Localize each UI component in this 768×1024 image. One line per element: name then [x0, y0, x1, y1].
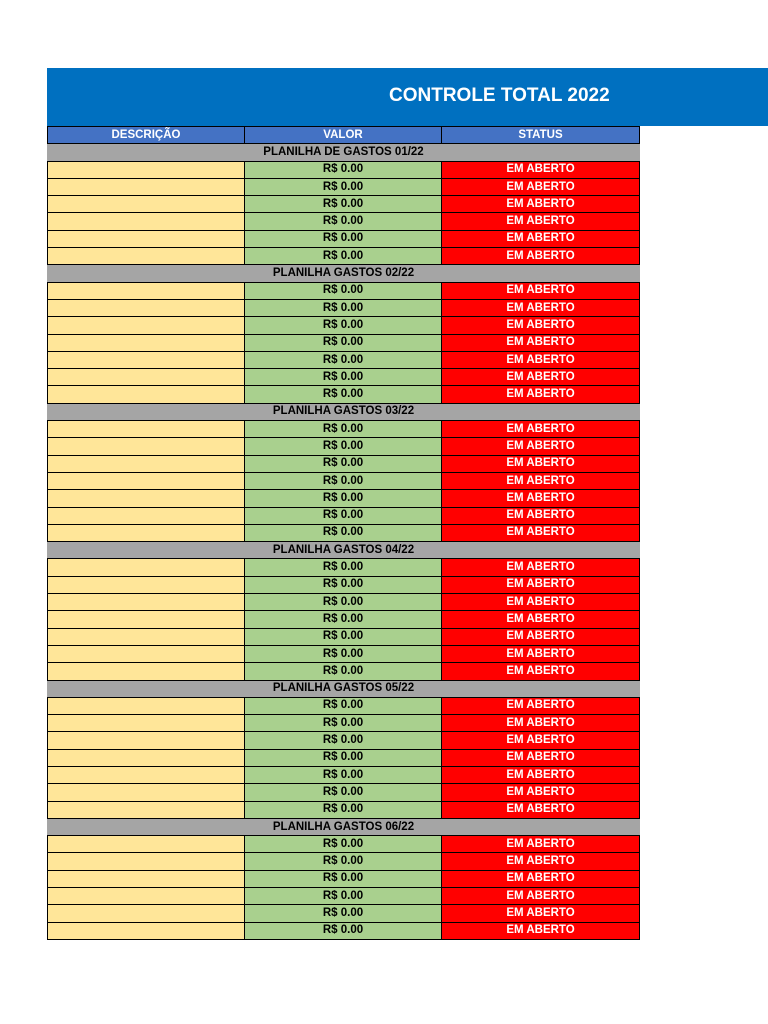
value-cell[interactable]: R$ 0.00 — [245, 853, 442, 870]
status-cell[interactable]: EM ABERTO — [442, 282, 640, 299]
status-cell[interactable]: EM ABERTO — [442, 386, 640, 403]
status-cell[interactable]: EM ABERTO — [442, 299, 640, 316]
table-row — [48, 749, 640, 766]
table-row — [48, 663, 640, 680]
description-cell[interactable] — [48, 801, 245, 818]
description-cell[interactable] — [48, 196, 245, 213]
status-cell[interactable]: EM ABERTO — [442, 732, 640, 749]
status-cell[interactable]: EM ABERTO — [442, 248, 640, 265]
value-cell[interactable]: R$ 0.00 — [245, 663, 442, 680]
value-cell[interactable]: R$ 0.00 — [245, 299, 442, 316]
description-cell[interactable] — [48, 853, 245, 870]
table-row — [48, 766, 640, 783]
value-cell[interactable]: R$ 0.00 — [245, 334, 442, 351]
table-row — [48, 801, 640, 818]
value-cell[interactable]: R$ 0.00 — [245, 230, 442, 247]
header-row — [48, 127, 640, 144]
description-cell[interactable] — [48, 213, 245, 230]
status-cell[interactable]: EM ABERTO — [442, 905, 640, 922]
description-cell[interactable] — [48, 524, 245, 541]
value-cell[interactable]: R$ 0.00 — [245, 715, 442, 732]
table-row — [48, 594, 640, 611]
status-cell[interactable]: EM ABERTO — [442, 524, 640, 541]
table-row — [48, 178, 640, 195]
value-cell[interactable]: R$ 0.00 — [245, 870, 442, 887]
description-cell[interactable] — [48, 317, 245, 334]
section-title[interactable]: PLANILHA GASTOS 02/22 — [48, 265, 640, 282]
value-cell[interactable]: R$ 0.00 — [245, 472, 442, 489]
value-cell[interactable]: R$ 0.00 — [245, 317, 442, 334]
description-cell[interactable] — [48, 334, 245, 351]
status-cell[interactable]: EM ABERTO — [442, 922, 640, 939]
value-cell[interactable]: R$ 0.00 — [245, 888, 442, 905]
description-cell[interactable] — [48, 732, 245, 749]
status-cell[interactable]: EM ABERTO — [442, 351, 640, 368]
table-row — [48, 905, 640, 922]
description-cell[interactable] — [48, 178, 245, 195]
status-cell[interactable]: EM ABERTO — [442, 507, 640, 524]
description-cell[interactable] — [48, 922, 245, 939]
value-cell[interactable]: R$ 0.00 — [245, 213, 442, 230]
description-cell[interactable] — [48, 905, 245, 922]
table-row — [48, 455, 640, 472]
expense-table — [47, 126, 640, 940]
description-cell[interactable] — [48, 594, 245, 611]
description-cell[interactable] — [48, 230, 245, 247]
description-cell[interactable] — [48, 559, 245, 576]
section-row — [48, 680, 640, 697]
status-cell[interactable]: EM ABERTO — [442, 576, 640, 593]
section-row — [48, 818, 640, 835]
description-cell[interactable] — [48, 611, 245, 628]
description-cell[interactable] — [48, 438, 245, 455]
table-row — [48, 524, 640, 541]
table-row — [48, 369, 640, 386]
table-row — [48, 922, 640, 939]
value-cell[interactable]: R$ 0.00 — [245, 351, 442, 368]
value-cell[interactable]: R$ 0.00 — [245, 576, 442, 593]
value-cell[interactable]: R$ 0.00 — [245, 645, 442, 662]
table-row — [48, 559, 640, 576]
description-cell[interactable] — [48, 663, 245, 680]
description-cell[interactable] — [48, 576, 245, 593]
description-cell[interactable] — [48, 421, 245, 438]
table-row — [48, 697, 640, 714]
description-cell[interactable] — [48, 645, 245, 662]
table-row — [48, 732, 640, 749]
description-cell[interactable] — [48, 697, 245, 714]
status-cell[interactable]: EM ABERTO — [442, 490, 640, 507]
section-title[interactable]: PLANILHA GASTOS 03/22 — [48, 403, 640, 420]
status-cell[interactable]: EM ABERTO — [442, 369, 640, 386]
description-cell[interactable] — [48, 282, 245, 299]
status-cell[interactable]: EM ABERTO — [442, 715, 640, 732]
table-row — [48, 490, 640, 507]
description-cell[interactable] — [48, 749, 245, 766]
table-row — [48, 715, 640, 732]
table-row — [48, 645, 640, 662]
status-cell[interactable]: EM ABERTO — [442, 784, 640, 801]
status-cell[interactable]: EM ABERTO — [442, 697, 640, 714]
status-cell[interactable]: EM ABERTO — [442, 213, 640, 230]
value-cell[interactable]: R$ 0.00 — [245, 178, 442, 195]
value-cell[interactable]: R$ 0.00 — [245, 611, 442, 628]
status-cell[interactable]: EM ABERTO — [442, 438, 640, 455]
value-cell[interactable]: R$ 0.00 — [245, 836, 442, 853]
table-row — [48, 299, 640, 316]
value-cell[interactable]: R$ 0.00 — [245, 766, 442, 783]
value-cell[interactable]: R$ 0.00 — [245, 438, 442, 455]
table-row — [48, 507, 640, 524]
section-title[interactable]: PLANILHA GASTOS 06/22 — [48, 818, 640, 835]
description-cell[interactable] — [48, 507, 245, 524]
section-title[interactable]: PLANILHA GASTOS 04/22 — [48, 542, 640, 559]
status-cell[interactable]: EM ABERTO — [442, 870, 640, 887]
status-cell[interactable]: EM ABERTO — [442, 853, 640, 870]
status-cell[interactable]: EM ABERTO — [442, 178, 640, 195]
description-cell[interactable] — [48, 490, 245, 507]
value-cell[interactable]: R$ 0.00 — [245, 801, 442, 818]
value-cell[interactable]: R$ 0.00 — [245, 455, 442, 472]
value-cell[interactable]: R$ 0.00 — [245, 922, 442, 939]
table-row — [48, 386, 640, 403]
status-cell[interactable]: EM ABERTO — [442, 836, 640, 853]
value-cell[interactable]: R$ 0.00 — [245, 697, 442, 714]
table-row — [48, 317, 640, 334]
status-cell[interactable]: EM ABERTO — [442, 196, 640, 213]
status-cell[interactable]: EM ABERTO — [442, 611, 640, 628]
value-cell[interactable]: R$ 0.00 — [245, 507, 442, 524]
status-cell[interactable]: EM ABERTO — [442, 594, 640, 611]
description-cell[interactable] — [48, 784, 245, 801]
table-row — [48, 161, 640, 178]
description-cell[interactable] — [48, 386, 245, 403]
value-cell[interactable]: R$ 0.00 — [245, 594, 442, 611]
description-cell[interactable] — [48, 766, 245, 783]
column-header-status[interactable]: STATUS — [442, 127, 640, 144]
value-cell[interactable]: R$ 0.00 — [245, 490, 442, 507]
value-cell[interactable]: R$ 0.00 — [245, 161, 442, 178]
status-cell[interactable]: EM ABERTO — [442, 317, 640, 334]
value-cell[interactable]: R$ 0.00 — [245, 196, 442, 213]
status-cell[interactable]: EM ABERTO — [442, 888, 640, 905]
section-row — [48, 144, 640, 161]
value-cell[interactable]: R$ 0.00 — [245, 248, 442, 265]
section-title[interactable]: PLANILHA GASTOS 05/22 — [48, 680, 640, 697]
description-cell[interactable] — [48, 836, 245, 853]
status-cell[interactable]: EM ABERTO — [442, 663, 640, 680]
status-cell[interactable]: EM ABERTO — [442, 749, 640, 766]
table-row — [48, 282, 640, 299]
section-row — [48, 542, 640, 559]
value-cell[interactable]: R$ 0.00 — [245, 282, 442, 299]
table-row — [48, 334, 640, 351]
section-row — [48, 265, 640, 282]
table-row — [48, 351, 640, 368]
description-cell[interactable] — [48, 161, 245, 178]
description-cell[interactable] — [48, 351, 245, 368]
table-row — [48, 248, 640, 265]
status-cell[interactable]: EM ABERTO — [442, 559, 640, 576]
page-title: CONTROLE TOTAL 2022 — [389, 85, 610, 106]
table-row — [48, 196, 640, 213]
status-cell[interactable]: EM ABERTO — [442, 645, 640, 662]
table-row — [48, 438, 640, 455]
description-cell[interactable] — [48, 628, 245, 645]
description-cell[interactable] — [48, 888, 245, 905]
status-cell[interactable]: EM ABERTO — [442, 472, 640, 489]
table-row — [48, 213, 640, 230]
description-cell[interactable] — [48, 870, 245, 887]
value-cell[interactable]: R$ 0.00 — [245, 386, 442, 403]
table-row — [48, 421, 640, 438]
value-cell[interactable]: R$ 0.00 — [245, 421, 442, 438]
table-row — [48, 888, 640, 905]
value-cell[interactable]: R$ 0.00 — [245, 559, 442, 576]
table-row — [48, 576, 640, 593]
value-cell[interactable]: R$ 0.00 — [245, 732, 442, 749]
table-row — [48, 853, 640, 870]
status-cell[interactable]: EM ABERTO — [442, 230, 640, 247]
table-row — [48, 611, 640, 628]
description-cell[interactable] — [48, 455, 245, 472]
value-cell[interactable]: R$ 0.00 — [245, 369, 442, 386]
status-cell[interactable]: EM ABERTO — [442, 455, 640, 472]
table-row — [48, 628, 640, 645]
description-cell[interactable] — [48, 299, 245, 316]
table-row — [48, 472, 640, 489]
value-cell[interactable]: R$ 0.00 — [245, 905, 442, 922]
status-cell[interactable]: EM ABERTO — [442, 801, 640, 818]
status-cell[interactable]: EM ABERTO — [442, 334, 640, 351]
value-cell[interactable]: R$ 0.00 — [245, 628, 442, 645]
section-row — [48, 403, 640, 420]
value-cell[interactable]: R$ 0.00 — [245, 749, 442, 766]
value-cell[interactable]: R$ 0.00 — [245, 784, 442, 801]
value-cell[interactable]: R$ 0.00 — [245, 524, 442, 541]
status-cell[interactable]: EM ABERTO — [442, 766, 640, 783]
table-row — [48, 836, 640, 853]
column-header-valor[interactable]: VALOR — [245, 127, 442, 144]
status-cell[interactable]: EM ABERTO — [442, 628, 640, 645]
status-cell[interactable]: EM ABERTO — [442, 161, 640, 178]
column-header-descricao[interactable]: DESCRIÇÃO — [48, 127, 245, 144]
description-cell[interactable] — [48, 369, 245, 386]
description-cell[interactable] — [48, 715, 245, 732]
description-cell[interactable] — [48, 472, 245, 489]
status-cell[interactable]: EM ABERTO — [442, 421, 640, 438]
section-title[interactable]: PLANILHA DE GASTOS 01/22 — [48, 144, 640, 161]
table-row — [48, 870, 640, 887]
table-row — [48, 784, 640, 801]
table-row — [48, 230, 640, 247]
description-cell[interactable] — [48, 248, 245, 265]
